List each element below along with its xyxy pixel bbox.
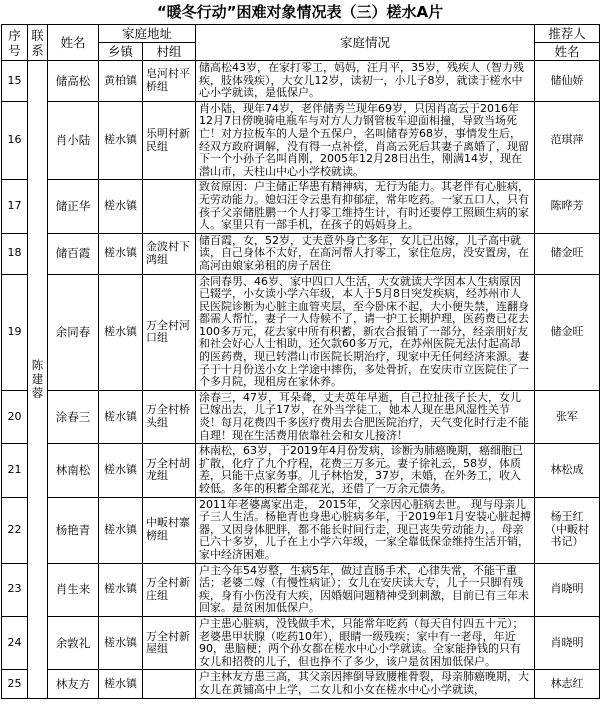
- row-name: 林友方: [48, 670, 99, 698]
- row-town: 槎水镇: [99, 563, 143, 616]
- table-row: [2, 616, 600, 669]
- row-situation: 2011年老婆离家出走， 2015年，父亲因心脏病去世。 现与母亲儿子三人生活。杨艳青也身患心脏病多年，于2019年1月安装心脏起搏器，又因身体肥胖，都不能长时间行走，现已丧失劳动能力，。母亲已六十多岁，儿子在上小学六年级，一家全靠低保金维持生活开销，家中经济困难。: [196, 497, 535, 563]
- table-row: [2, 180, 600, 233]
- table-row: [2, 563, 600, 616]
- row-village: 万全村河口组: [143, 274, 196, 390]
- header-row-1: [2, 25, 600, 43]
- row-name: 储正华: [48, 180, 99, 233]
- row-situation: 致贫原因：户主储正华患有精神病，无行为能力。其老伴有心脏病，无劳动能力。媳妇汪令云患有抑郁症，常年吃药。一家五口人，只有孩子父亲储胜鹏一个人打零工维持生计，有时还要停工照顾生病的家人。家里只有一部手机，在孩子的妈妈身上。: [196, 180, 535, 233]
- row-town: 槎水镇: [99, 390, 143, 443]
- row-town: 槎水镇: [99, 670, 143, 698]
- row-seq: 22: [2, 497, 28, 563]
- document-title: “暖冬行动”困难对象情况表（三）槎水A片: [156, 3, 444, 21]
- row-town: 槎水镇: [99, 233, 143, 274]
- header-town: 乡镇: [99, 43, 143, 61]
- row-town: 槎水镇: [99, 497, 143, 563]
- row-situation: 余同春男、46岁、家中四口人生活，大女就读大学因本人生病原因已辍学，小女读小学六年级，本人于5月8日突发疾病，经苏州市人民医院诊断为心脏主血管夹层，至今卧床不起，大小便失禁，连翻身都需人帮忙，妻子一人侍候不了，请一护工长期护理，医药费已花去100多万元，花去家中所有积蓄，新农合报销了一部分，经亲朋好友和社会好心人士相助，还欠款60多万元，在苏州医院无法付起高昂的医药费，现已转潜山市医院长期治疗，现家中无任何经济来源。妻子于十月份送小女上学途中摔伤，多处骨折，在安庆市立医院住了一个多月院，现租房在家休养。: [196, 274, 535, 390]
- hardship-table: [1, 24, 600, 699]
- row-village: 万全村桥头组: [143, 390, 196, 443]
- row-name: 余敦礼: [48, 616, 99, 669]
- row-village: 中畈村寨榜组: [143, 497, 196, 563]
- table-row: [2, 444, 600, 497]
- row-name: 涂春三: [48, 390, 99, 443]
- row-recommender-cell: [535, 497, 600, 563]
- table-row: [2, 497, 600, 563]
- row-village: 万全村胡龙组: [143, 444, 196, 497]
- row-situation: 储百霞，女，52岁，丈夫意外身亡多年，女儿已出嫁，儿子高中就读，自己身体不太好，在高河帮人打零工，家住危房，没安置房，在高河由娘家弟租的房子居住: [196, 233, 535, 274]
- row-village: [143, 670, 196, 698]
- row-town: 槎水镇: [99, 274, 143, 390]
- row-name: 肖生来: [48, 563, 99, 616]
- row-village: 万全村新庄组: [143, 563, 196, 616]
- row-recommender: 林松成: [535, 444, 600, 497]
- row-recommender: 储金旺: [535, 233, 600, 274]
- row-recommender-note: （中畈村书记）: [545, 522, 590, 549]
- row-situation: 储高松43岁，在家打零工，妈妈，汪月平，35岁，残疾人（智力残疾，肢体残疾），大女儿12岁，读初一，小儿子8岁，就读于槎水中心小学就读，是低保户。: [196, 61, 535, 102]
- row-village: 金波村下鸿组: [143, 233, 196, 274]
- header-recommender-name: 姓名: [535, 43, 600, 61]
- row-town: 槎水镇: [99, 444, 143, 497]
- table-body: [2, 61, 600, 699]
- header-seq: 序号: [2, 25, 28, 61]
- row-recommender: 范琪萍: [535, 101, 600, 180]
- row-seq: 17: [2, 180, 28, 233]
- row-name: 余同春: [48, 274, 99, 390]
- row-situation: 肖小陆，现年74岁，老伴储秀兰现年69岁，只因肖高云于2016年12月7日傍晚骑电瓶车与对方人力钢管板车迎面相撞，导致当场死亡！对方拉板车的人是个五保户，名叫储春芳68岁，事情发生后，经双方政府调解，没有得一点补偿，肖高云死后其妻子离婚了，现留下一个小孙子名叫肖刚，2005年12月28日出生，刚满14岁，现在潜山市，天柱山中心小学校就读。: [196, 101, 535, 180]
- table-row: [2, 670, 600, 698]
- row-recommender: 杨王红: [550, 510, 584, 524]
- row-town: 槎水镇: [99, 616, 143, 669]
- row-village: 皂河村平桥组: [143, 61, 196, 102]
- table-row: [2, 274, 600, 390]
- row-name: 肖小陆: [48, 101, 99, 180]
- row-seq: 15: [2, 61, 28, 102]
- header-name: 姓名: [48, 25, 99, 61]
- header-recommender: 推荐人: [535, 25, 600, 43]
- row-recommender: 张军: [535, 390, 600, 443]
- row-recommender: 肖晓明: [535, 563, 600, 616]
- header-village: 村组: [143, 43, 196, 61]
- row-seq: 24: [2, 616, 28, 669]
- row-situation: 涂春三，47岁，耳朵聋，丈夫英年早逝，自己拉扯孩子长大，女儿已嫁出去，儿子17岁，在外当学徒工，她本人现在患风湿性关节炎！每月花费四千多医疗费用去合肥医院治疗，天气变化时行走不能自理！现在生活费用依靠社会和女儿接济！: [196, 390, 535, 443]
- contact-person: 陈建蓉: [31, 357, 44, 400]
- row-recommender: 陈晔芳: [535, 180, 600, 233]
- row-village: 万全村新屋组: [143, 616, 196, 669]
- row-situation: 户主患心脏病，没钱做手术，只能常年吃药（每天自付四五十元）；老婆患甲状腺（吃药10年），眼睛一级残疾；家中有一老母，年近90，患脑梗；两个孙女都在槎水中心小学就读。全家能挣钱的只有女儿和招赘的儿子，但也挣不了多少，该户是贫困加低保户。: [196, 616, 535, 669]
- row-seq: 19: [2, 274, 28, 390]
- table-header: [2, 25, 600, 61]
- table-row: [2, 61, 600, 102]
- row-town: 黄柏镇: [99, 61, 143, 102]
- row-seq: 25: [2, 670, 28, 698]
- row-town: 槎水镇: [99, 180, 143, 233]
- row-recommender: 储仙娇: [535, 61, 600, 102]
- header-contact: 联系: [28, 25, 48, 61]
- row-name: 储百霞: [48, 233, 99, 274]
- row-recommender: 储金旺: [535, 274, 600, 390]
- row-village: [143, 180, 196, 233]
- row-seq: 21: [2, 444, 28, 497]
- row-situation: 户主林友方患三高，其父亲因摔倒导致腰椎骨裂，母亲肺癌晚期，大女儿在黄铺高中上学，二女儿和小女在槎水中心小学就读，: [196, 670, 535, 698]
- table-row: [2, 101, 600, 180]
- header-address: 家庭地址: [99, 25, 196, 43]
- table-row: [2, 390, 600, 443]
- row-recommender: 林志红: [535, 670, 600, 698]
- row-situation: 林南松，63岁，于2019年4月份发病，诊断为肺癌晚期，癌细胞已扩散，化疗了九个疗程，花费三万多元。妻子徐礼云，58岁，体质差，只能干点家务事。儿子林怡发，37岁，未婚，在外务工，收入较低。多年的积蓄全部花光，还借了一万余元债务。: [196, 444, 535, 497]
- row-name: 杨艳青: [48, 497, 99, 563]
- row-seq: 18: [2, 233, 28, 274]
- row-name: 林南松: [48, 444, 99, 497]
- header-situation: 家庭情况: [196, 25, 535, 61]
- row-seq: 16: [2, 101, 28, 180]
- row-town: 槎水镇: [99, 101, 143, 180]
- table-row: [2, 233, 600, 274]
- row-village: 乐明村新民组: [143, 101, 196, 180]
- row-situation: 户主今年54岁整，生病5年，做过直肠手术，心律失常，不能干重活；老婆二嫁（有慢性病证）；女儿在安庆读大专，儿子一只脚有残疾，身有小伤没有大疾，因婚姻问题精神受到刺激，目前已有三年未回家。是贫困加低保户。: [196, 563, 535, 616]
- contact-person-cell: [28, 61, 48, 699]
- row-name: 储高松: [48, 61, 99, 102]
- row-seq: 20: [2, 390, 28, 443]
- row-seq: 23: [2, 563, 28, 616]
- row-recommender: 肖晓明: [535, 616, 600, 669]
